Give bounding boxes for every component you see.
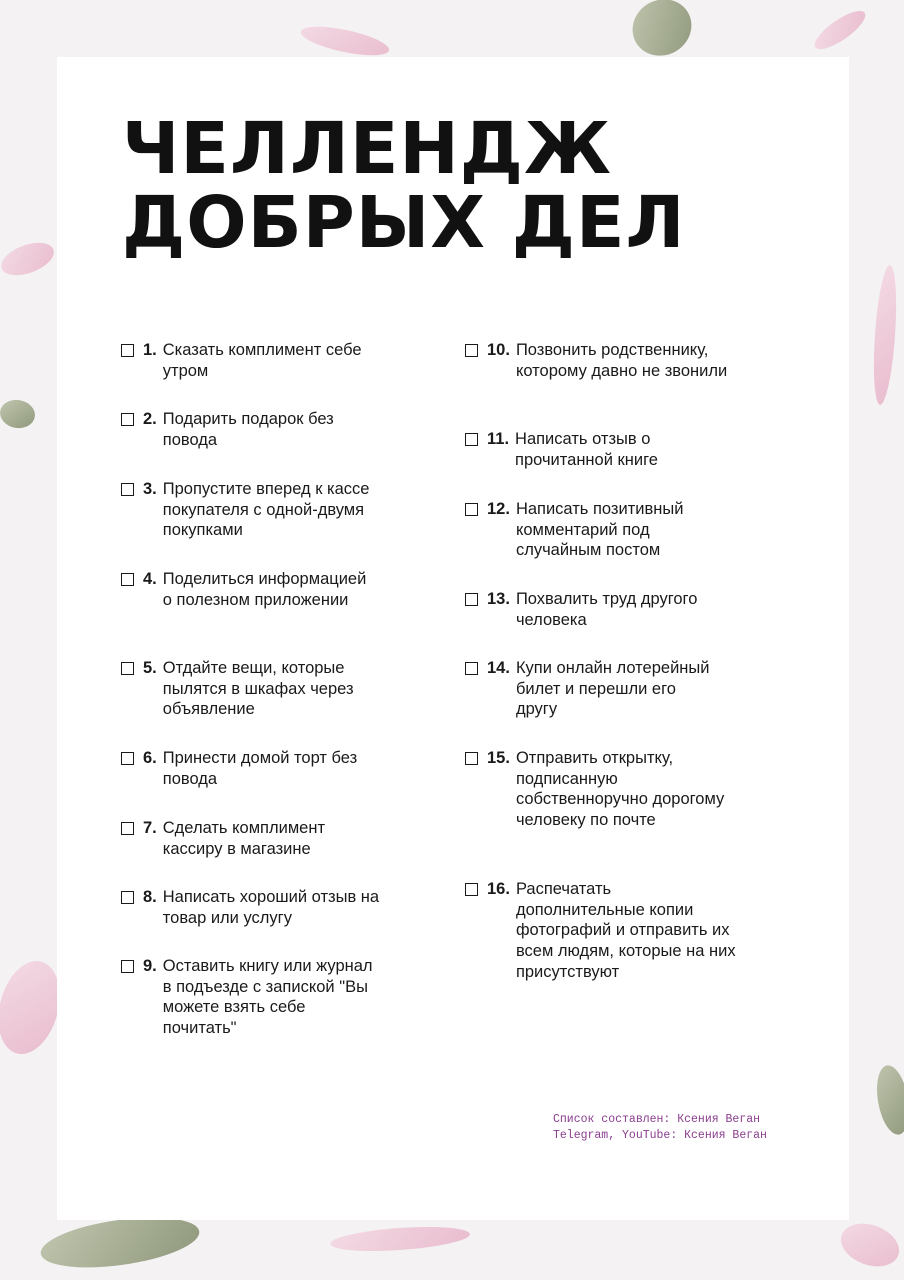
item-number: 6. <box>143 749 157 767</box>
checkbox[interactable] <box>465 433 478 446</box>
checklist-item-3 <box>121 479 441 541</box>
checkbox[interactable] <box>121 960 134 973</box>
checklist-item-12 <box>465 499 785 561</box>
checklist-item-11 <box>465 429 785 470</box>
item-number: 12. <box>487 500 510 518</box>
item-number: 14. <box>487 659 510 677</box>
checklist-item-4 <box>121 569 441 610</box>
checkbox[interactable] <box>121 573 134 586</box>
leaf-decoration <box>872 1063 904 1137</box>
item-text: Сказать комплимент себе утром <box>162 341 362 380</box>
page-title <box>122 107 686 264</box>
item-number: 5. <box>143 659 157 677</box>
item-number: 1. <box>143 341 157 359</box>
item-text: Принести домой торт без повода <box>162 749 358 788</box>
checkbox[interactable] <box>465 662 478 675</box>
item-text: Распечатать дополнительные копии фотографий и отправить их всем людям, которые на них присутствуют <box>515 880 736 981</box>
item-text: Позвонить родственнику, которому давно не звонили <box>515 341 728 380</box>
checkbox[interactable] <box>121 483 134 496</box>
petal-decoration <box>870 264 900 405</box>
checkbox[interactable] <box>465 503 478 516</box>
item-text: Сделать комплимент кассиру в магазине <box>162 819 326 858</box>
item-number: 3. <box>143 480 157 498</box>
petal-decoration <box>835 1216 904 1274</box>
item-number: 2. <box>143 410 157 428</box>
checklist-item-15 <box>465 748 785 831</box>
item-number: 16. <box>487 880 510 898</box>
checklist-item-6 <box>121 748 441 789</box>
item-text: Купи онлайн лотерейный билет и перешли его другу <box>515 659 710 719</box>
item-text: Подарить подарок без повода <box>162 410 334 449</box>
checkbox[interactable] <box>121 662 134 675</box>
item-number: 10. <box>487 341 510 359</box>
checkbox[interactable] <box>465 752 478 765</box>
credits <box>553 1112 767 1144</box>
title-line-1: ЧЕЛЛЕНДЖ <box>122 107 612 190</box>
item-number: 4. <box>143 570 157 588</box>
item-text: Пропустите вперед к кассе покупателя с одной-двумя покупками <box>162 480 370 540</box>
credits-line-1: Список составлен: Ксения Веган <box>553 1113 761 1126</box>
checkbox[interactable] <box>121 344 134 357</box>
item-number: 7. <box>143 819 157 837</box>
item-text: Отдайте вещи, которые пылятся в шкафах через объявление <box>162 659 354 719</box>
item-number: 13. <box>487 590 510 608</box>
checkbox[interactable] <box>465 883 478 896</box>
item-text: Написать позитивный комментарий под случайным постом <box>515 500 684 560</box>
petal-decoration <box>299 21 392 61</box>
checkbox[interactable] <box>465 344 478 357</box>
item-number: 15. <box>487 749 510 767</box>
checkbox[interactable] <box>121 413 134 426</box>
item-number: 8. <box>143 888 157 906</box>
checklist-item-16 <box>465 879 785 983</box>
item-text: Отправить открытку, подписанную собственноручно дорогому человеку по почте <box>515 749 725 830</box>
title-line-2: ДОБРЫХ ДЕЛ <box>122 181 686 264</box>
checkbox[interactable] <box>121 752 134 765</box>
petal-decoration <box>810 5 871 56</box>
checklist-item-9 <box>121 956 441 1039</box>
petal-decoration <box>0 236 58 281</box>
credits-line-2: Telegram, YouTube: Ксения Веган <box>553 1129 767 1142</box>
item-text: Написать отзыв о прочитанной книге <box>515 430 658 469</box>
checklist-item-7 <box>121 818 441 859</box>
checklist-item-1 <box>121 340 441 381</box>
item-number: 9. <box>143 957 157 975</box>
checklist-item-8 <box>121 887 441 928</box>
item-text: Написать хороший отзыв на товар или услугу <box>162 888 380 927</box>
item-number: 11. <box>487 430 510 448</box>
item-text: Похвалить труд другого человека <box>515 590 698 629</box>
petal-decoration <box>329 1223 470 1255</box>
checkbox[interactable] <box>121 822 134 835</box>
checklist-item-13 <box>465 589 785 630</box>
checklist-item-2 <box>121 409 441 450</box>
leaf-decoration <box>0 397 37 431</box>
checklist-item-14 <box>465 658 785 720</box>
checklist-item-5 <box>121 658 441 720</box>
checklist-item-10 <box>465 340 785 381</box>
item-text: Поделиться информацией о полезном приложении <box>162 570 367 609</box>
checkbox[interactable] <box>465 593 478 606</box>
item-text: Оставить книгу или журнал в подъезде с запиской "Вы можете взять себе почитать" <box>162 957 373 1038</box>
checkbox[interactable] <box>121 891 134 904</box>
